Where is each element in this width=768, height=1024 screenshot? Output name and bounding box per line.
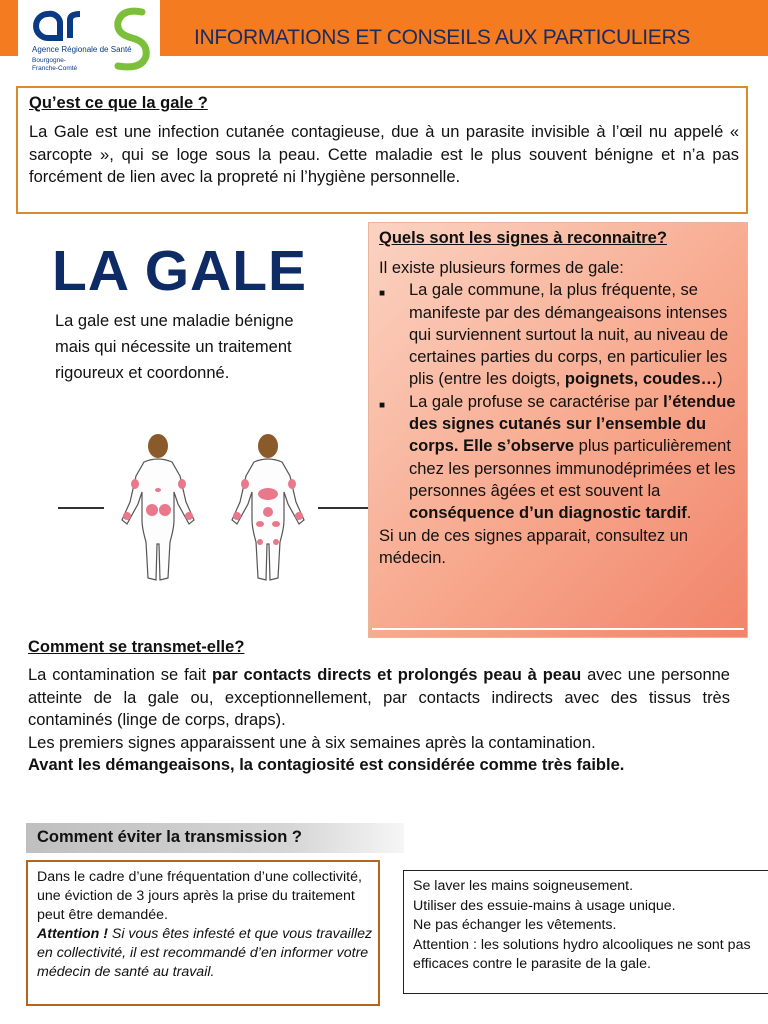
signs-heading: Quels sont les signes à reconnaitre? [379, 229, 667, 247]
what-box [16, 86, 748, 214]
divider [372, 628, 744, 630]
svg-text:Agence Régionale de Santé: Agence Régionale de Santé [32, 45, 132, 54]
what-heading: Qu’est ce que la gale ? [29, 94, 208, 112]
signs-lead: Il existe plusieurs formes de gale: [379, 259, 624, 277]
what-body: La Gale est une infection cutanée contagieuse, due à un parasite invisible à l’œil nu appelé « sarcopte », qui se loge sous la peau. Cette maladie est le plus souvent bénigne et n’a pas forcément de lien avec la propreté ni l’hygiène personnelle. [29, 123, 739, 186]
collectivity-text: Dans le cadre d’une fréquentation d’une collectivité, une éviction de 3 jours après la prise du traitement peut être demandée. Attention ! Si vous êtes infesté et que vous travaillez en collectivité, il est recommandé d’en informer votre médecin de santé au travail. [37, 869, 373, 980]
svg-text:Franche-Comté: Franche-Comté [32, 65, 78, 72]
signs-box [368, 222, 748, 638]
ars-logo-icon [18, 0, 160, 80]
body-figures-illustration [56, 432, 376, 592]
list-item: ■ La gale commune, la plus fréquente, se manifeste par des démangeaisons intenses qui surviennent surtout la nuit, au niveau de certaines parties du corps, en particulier les plis (entre les doigts, poignets, coudes…) [379, 279, 741, 390]
transmission-text: La contamination se fait par contacts directs et prolongés peau à peau avec une personne atteinte de la gale ou, exceptionnellement, par contacts indirects avec des tissus très contaminés (linge de corps, draps). Les premiers signes apparaissent une à six semaines après la contamination. Avant les démangeaisons, la contagiosité est considérée comme très faible. [28, 666, 730, 774]
signs-closing: Si un de ces signes apparait, consultez un médecin. [379, 526, 689, 567]
list-item: Se laver les mains soigneusement. [413, 878, 634, 894]
list-item: Ne pas échanger les vêtements. [413, 917, 617, 933]
signs-text [379, 257, 741, 569]
hygiene-text [413, 877, 765, 975]
svg-text:Bourgogne-: Bourgogne- [32, 57, 66, 64]
list-item: Utiliser des essuie-mains à usage unique. [413, 897, 676, 914]
transmission-heading: Comment se transmet-elle? [28, 638, 245, 656]
body-figures-icon [56, 432, 376, 592]
square-bullet-icon: ■ [379, 288, 386, 300]
list-item: ■ La gale profuse se caractérise par l’étendue des signes cutanés sur l’ensemble du corps. Elle s’observe plus particulièrement chez les personnes immunodéprimées et les personnes âgées et est souvent la conséquence d’un diagnostic tardif. [379, 391, 741, 525]
avoid-banner [26, 823, 404, 853]
hygiene-box [403, 870, 768, 994]
main-title: LA GALE [52, 239, 308, 303]
intro-text: La gale est une maladie bénigne mais qui nécessite un traitement rigoureux et coordonné. [55, 312, 294, 382]
collectivity-box [26, 860, 380, 1006]
avoid-heading: Comment éviter la transmission ? [37, 828, 302, 846]
square-bullet-icon: ■ [379, 399, 386, 411]
list-item: Attention : les solutions hydro alcooliques ne sont pas efficaces contre le parasite de la gale. [413, 936, 751, 972]
ars-logo [18, 0, 160, 80]
header [0, 0, 768, 80]
header-title: INFORMATIONS ET CONSEILS AUX PARTICULIERS [194, 26, 691, 49]
